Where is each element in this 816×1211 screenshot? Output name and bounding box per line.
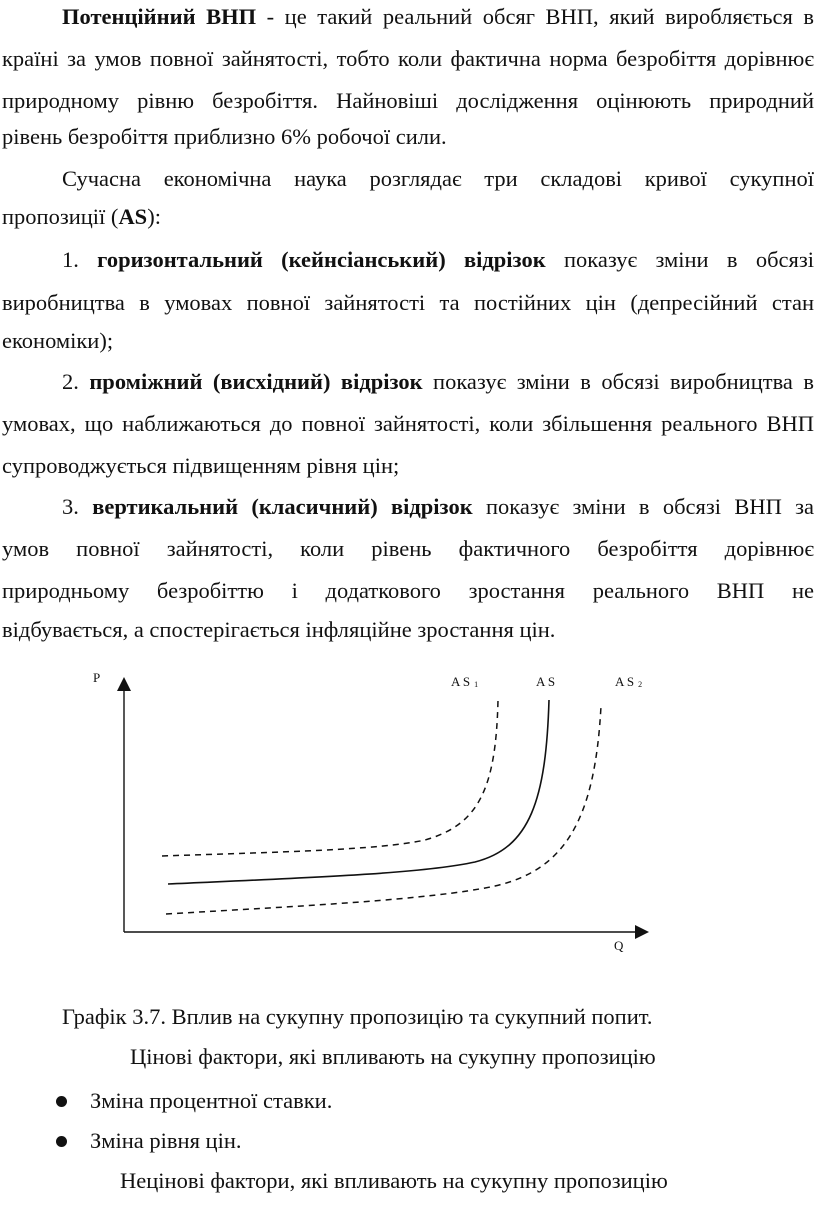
item-1-term: горизонтальний (кейнсіанський) відрізок [97,247,546,272]
label-as2-sub: 2 [638,680,643,689]
item-1-line-3: економіки); [2,328,114,353]
p1-line-3: природному рівню безробіття. Найновіші дослідження оцінюють природний [2,88,814,113]
label-as1 [451,674,478,689]
item-3-line-1 [0,492,816,522]
term-potential-gnp: Потенційний ВНП [62,4,257,29]
label-as1-letters: A S [451,674,471,689]
p2-line-2-pre: пропозиції ( [2,204,119,229]
item-3-line-3: природньому безробіттю і додаткового зростання реального ВНП не [2,578,814,603]
item-2-term: проміжний (висхідний) відрізок [89,369,423,394]
item-3-line-2: умов повної зайнятості, коли рівень фактичного безробіття дорівнює [2,536,814,561]
item-3-term: вертикальний (класичний) відрізок [92,494,473,519]
label-as2-letters: A S [615,674,635,689]
item-3-line-4: відбувається, а спостерігається інфляційне зростання цін. [2,617,556,642]
price-factors-heading: Цінові фактори, які впливають на сукупну пропозицію [130,1044,656,1069]
curve-as [168,700,549,884]
curve-as1 [162,700,498,856]
curve-as2 [166,706,601,914]
p1-line-1 [0,2,816,32]
p2-line-2 [0,202,816,232]
item-2-text: показує зміни в обсязі виробництва в [422,369,814,394]
label-as2 [615,674,642,689]
price-factor-item-1: Зміна процентної ставки. [90,1088,333,1113]
x-axis-label: Q [614,938,624,953]
as-abbrev: AS [118,204,148,229]
item-2-line-2: умовах, що наближаються до повної зайнятості, коли збільшення реального ВНП [2,411,814,436]
price-factor-item-2: Зміна рівня цін. [90,1128,242,1153]
item-1-text: показує зміни в обсязі [545,247,814,272]
item-1-number: 1. [62,247,79,272]
p1-line-2: країні за умов повної зайнятості, тобто коли фактична норма безробіття дорівнює [2,46,814,71]
p2-line-2-post: ): [147,204,161,229]
label-as: A S [536,674,556,689]
item-1-line-1 [0,245,816,275]
figure-caption: Графік 3.7. Вплив на сукупну пропозицію та сукупний попит. [62,1004,653,1029]
label-as1-sub: 1 [474,680,479,689]
item-2-line-1 [0,367,816,397]
as-curves-chart [0,660,816,960]
p1-line-4: рівень безробіття приблизно 6% робочої сили. [2,124,447,149]
nonprice-factors-heading: Нецінові фактори, які впливають на сукупну пропозицію [120,1168,668,1193]
p2-line-1: Сучасна економічна наука розглядає три складові кривої сукупної [62,166,814,191]
item-3-number: 3. [62,494,79,519]
item-2-number: 2. [62,369,79,394]
item-1-line-2: виробництва в умовах повної зайнятості та постійних цін (депресійний стан [2,290,814,315]
p1-line-1-text: - це такий реальний обсяг ВНП, який виробляється в [256,4,815,29]
y-axis-label: P [93,670,101,685]
item-3-text: показує зміни в обсязі ВНП за [472,494,815,519]
item-2-line-3: супроводжується підвищенням рівня цін; [2,453,400,478]
